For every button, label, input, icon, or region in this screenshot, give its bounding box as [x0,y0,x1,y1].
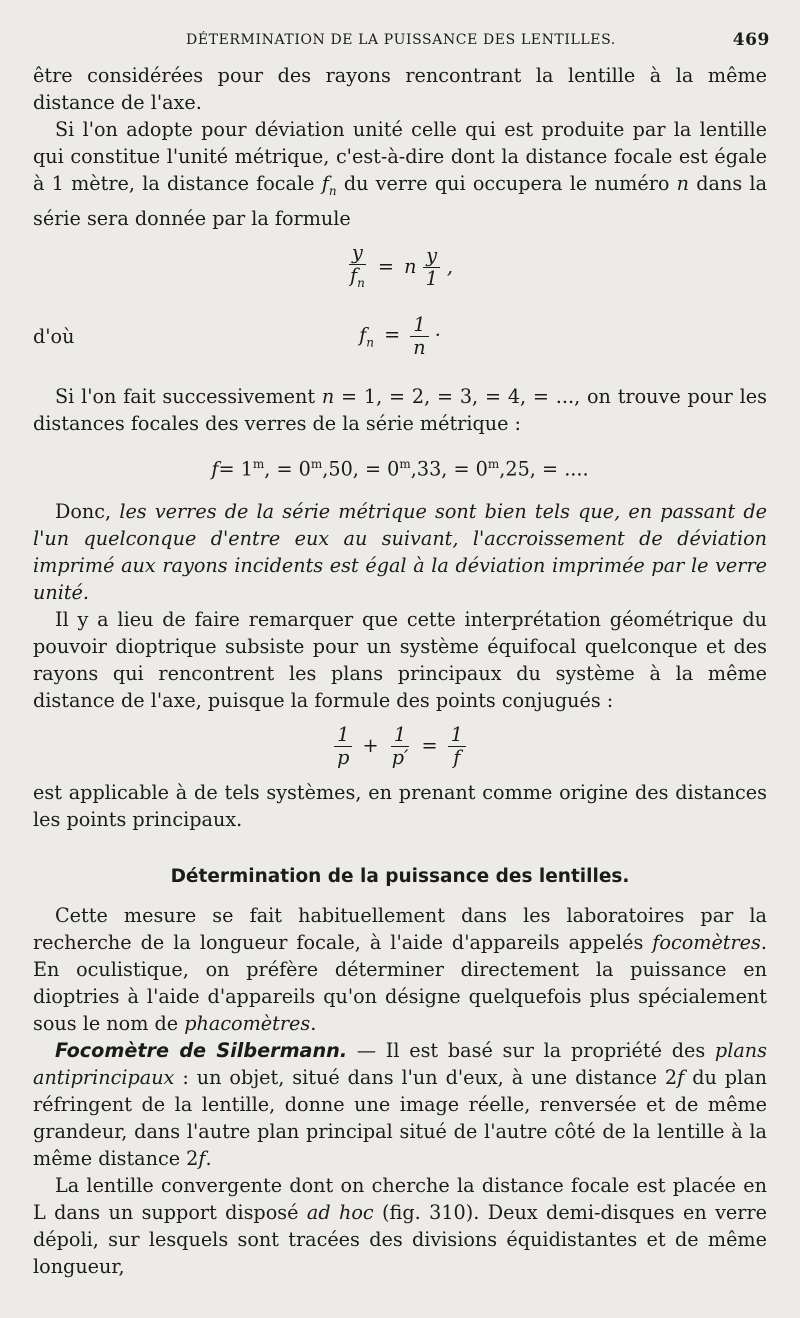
subsection-title: Focomètre de Silbermann. [55,1039,348,1063]
section-title: Détermination de la puissance des lentilles. [170,866,630,888]
page-body [33,62,767,1280]
equation-2: $f_n$ = $\frac{1}{n}$ · [359,312,441,359]
equation-4: $\frac{1}{p}$ + $\frac{1}{p'}$ = $\frac{1}{f}$ [33,724,767,769]
paragraph-8: Focomètre de Silbermann. — Il est basé sur la propriété des plans antiprincipaux : un objet, situé dans l'un d'eux, à une distance 2f du plan réfringent de la lentille, donne une image réelle, renversée et de même grandeur, dans l'autre plan principal situé de l'autre côté de la lentille à la même distance 2f. [33,1039,767,1171]
paragraph-4: Donc, les verres de la série métrique sont bien tels que, en passant de l'un quelconque d'entre eux au suivant, l'accroissement de déviation imprimé aux rayons incidents est égal à la déviation imprimée par le verre unité. [33,500,767,605]
paragraph-2: Si l'on adopte pour déviation unité celle qui est produite par la lentille qui constitue l'unité métrique, c'est-à-dire dont la distance focale est égale à 1 mètre, la distance focale $f_n$ du verre qui occupera le numéro n dans la série sera donnée par la formule [33,118,768,230]
paragraph-9: La lentille convergente dont on cherche la distance focale est placée en L dans un support disposé ad hoc (fig. 310). Deux demi-disques en verre dépoli, sur lesquels sont tracées des divisions équidistantes et de même longueur, [33,1174,767,1279]
page-number: 469 [732,30,770,50]
paragraph-1: être considérées pour des rayons rencontrant la lentille à la même distance de l'axe. [33,64,767,114]
dou-label: d'où [33,324,75,348]
running-title: DÉTERMINATION DE LA PUISSANCE DES LENTILLES. [186,32,616,48]
equation-3: $f= 1^m$, = $0^m,50$, = $0^m,33$, = $0^m,25$, = .... [211,456,589,481]
paragraph-5: Il y a lieu de faire remarquer que cette interprétation géométrique du pouvoir dioptrique subsiste pour un système équifocal quelconque et des rayons qui rencontrent les plans principaux du système à la même distance de l'axe, puisque la formule des points conjugués : [33,608,767,713]
paragraph-6: est applicable à de tels systèmes, en prenant comme origine des distances les points principaux. [33,781,767,832]
paragraph-3: Si l'on fait successivement n = 1, = 2, = 3, = 4, = ..., on trouve pour les distances focales des verres de la série métrique : [33,384,767,435]
page-header [36,30,770,54]
equation-2-row [33,304,767,369]
paragraph-7: Cette mesure se fait habituellement dans les laboratoires par la recherche de la longueur focale, à l'aide d'appareils appelés focomètres. En oculistique, on préfère déterminer directement la puissance en dioptries à l'aide d'appareils qu'on désigne quelquefois plus spécialement sous le nom de phacomètres. [33,904,767,1036]
equation-1: $\frac{y}{f_n}$ = n $\frac{y}{1}$ , [349,240,454,291]
